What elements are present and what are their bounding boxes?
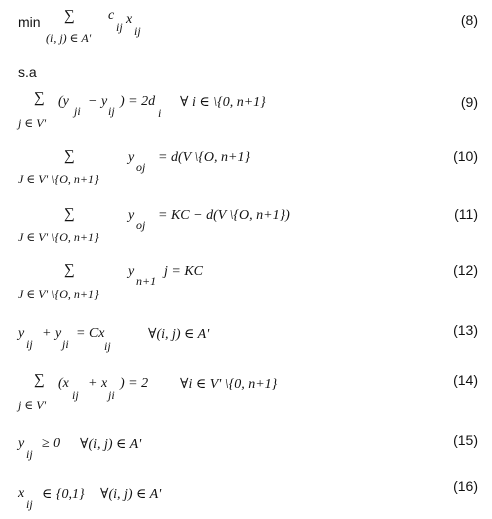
rhs: ∈ {0,1} <box>42 487 85 502</box>
sum-symbol: ∑ <box>64 262 75 278</box>
subject-to-text: s.a <box>18 64 37 80</box>
term: (y <box>58 94 69 109</box>
rhs: j = KC <box>164 264 204 279</box>
rhs: = d(V \{O, n+1} <box>158 150 251 165</box>
equation-number: (8) <box>460 12 478 28</box>
rhs: = KC − d(V \{O, n+1}) <box>158 208 290 223</box>
variable: y <box>128 150 135 165</box>
variable-subscript: oj <box>136 160 146 174</box>
sum-symbol: ∑ <box>34 372 45 388</box>
objective-label: min <box>18 14 41 30</box>
sum-subscript: J ∈ V' \{O, n+1} <box>18 172 99 186</box>
term-subscript: ji <box>74 104 81 118</box>
equation-number: (10) <box>453 148 478 164</box>
sum-symbol: ∑ <box>34 90 45 106</box>
equation-number: (13) <box>453 322 478 338</box>
condition: ∀(i, j) ∈ A' <box>148 327 210 342</box>
equation-number: (11) <box>454 206 478 222</box>
condition: ∀ i ∈ \{0, n+1} <box>180 95 266 110</box>
condition: ∀(i, j) ∈ A' <box>100 487 162 502</box>
equation-number: (16) <box>453 478 478 494</box>
term-subscript: ji <box>108 388 115 402</box>
equation-number: (15) <box>453 432 478 448</box>
rhs: ≥ 0 <box>42 436 61 451</box>
variable: y <box>18 436 25 451</box>
variable-subscript: ij <box>26 497 33 511</box>
term: + y <box>42 326 62 341</box>
sum-symbol: ∑ <box>64 206 75 222</box>
variable: y <box>128 264 135 279</box>
sum-subscript: J ∈ V' \{O, n+1} <box>18 287 99 301</box>
coefficient-subscript: ij <box>116 20 123 34</box>
term: − y <box>88 94 108 109</box>
term: + x <box>88 376 108 391</box>
rhs: = Cx <box>76 326 105 341</box>
sum-subscript: J ∈ V' \{O, n+1} <box>18 230 99 244</box>
variable-subscript: ij <box>26 337 33 351</box>
sum-symbol: ∑ <box>64 8 75 24</box>
term-subscript: ji <box>62 337 69 351</box>
variable: x <box>18 486 25 501</box>
equation-number: (12) <box>453 262 478 278</box>
sum-subscript: j ∈ V' <box>18 116 47 130</box>
sum-symbol: ∑ <box>64 148 75 164</box>
term-subscript: ij <box>108 104 115 118</box>
rhs: ) = 2d <box>120 94 156 109</box>
sum-subscript: j ∈ V' <box>18 398 47 412</box>
variable: x <box>126 12 133 27</box>
variable-subscript: oj <box>136 218 146 232</box>
term: (x <box>58 376 69 391</box>
variable-subscript: n+1 <box>136 274 157 288</box>
rhs: ) = 2 <box>120 376 149 391</box>
equation-number: (9) <box>460 94 478 110</box>
variable-subscript: ij <box>134 24 141 38</box>
variable: y <box>128 208 135 223</box>
equation-number: (14) <box>453 372 478 388</box>
rhs-subscript: ij <box>104 339 111 353</box>
variable-subscript: ij <box>26 447 33 461</box>
term-subscript: ij <box>72 388 79 402</box>
condition: ∀i ∈ V' \{0, n+1} <box>180 377 278 392</box>
variable: y <box>18 326 25 341</box>
sum-subscript: (i, j) ∈ A' <box>46 31 92 45</box>
coefficient: c <box>108 8 115 23</box>
condition: ∀(i, j) ∈ A' <box>80 437 142 452</box>
rhs-subscript: i <box>158 106 162 120</box>
